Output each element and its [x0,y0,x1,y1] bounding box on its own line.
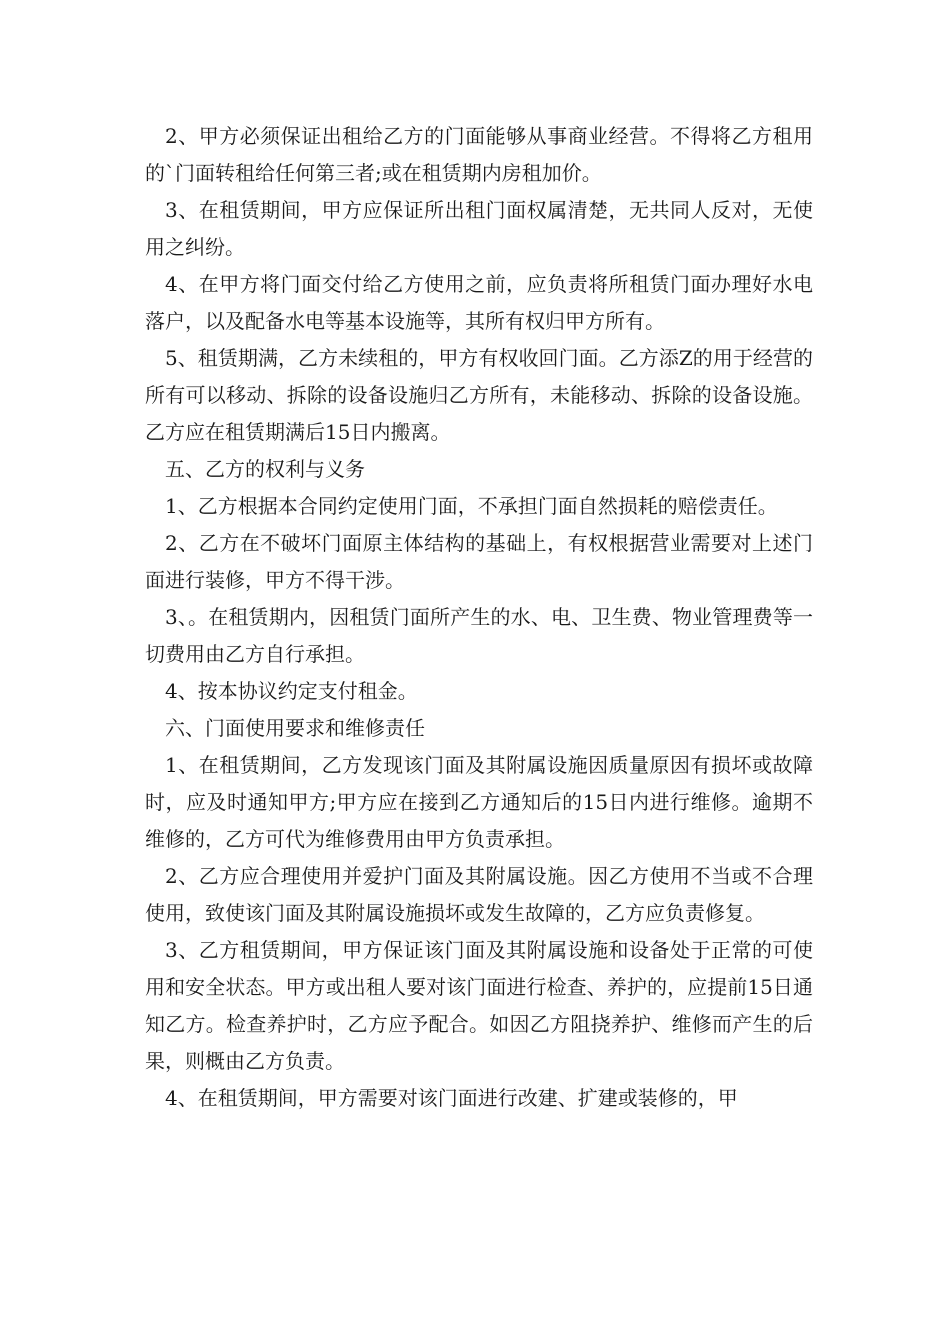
clause-paragraph: 3、在租赁期间，甲方应保证所出租门面权属清楚，无共同人反对，无使用之纠纷。 [145,198,813,259]
clause-paragraph: 2、乙方在不破坏门面原主体结构的基础上，有权根据营业需要对上述门面进行装修，甲方不得干涉。 [145,531,813,592]
document-body [145,118,813,1117]
clause-paragraph: 4、在甲方将门面交付给乙方使用之前，应负责将所租赁门面办理好水电落户，以及配备水电等基本设施等，其所有权归甲方所有。 [145,272,813,333]
clause-paragraph: 5、租赁期满，乙方未续租的，甲方有权收回门面。乙方添Z的用于经营的所有可以移动、拆除的设备设施归乙方所有，未能移动、拆除的设备设施。乙方应在租赁期满后15日内搬离。 [145,346,813,444]
section-heading: 六、门面使用要求和维修责任 [165,716,425,740]
clause-paragraph: 4、按本协议约定支付租金。 [165,679,418,703]
section-heading: 五、乙方的权利与义务 [165,457,365,481]
clause-paragraph: 2、乙方应合理使用并爱护门面及其附属设施。因乙方使用不当或不合理使用，致使该门面及其附属设施损坏或发生故障的，乙方应负责修复。 [145,864,813,925]
clause-paragraph: 3、。在租赁期内，因租赁门面所产生的水、电、卫生费、物业管理费等一切费用由乙方自行承担。 [145,605,813,666]
clause-paragraph: 1、乙方根据本合同约定使用门面，不承担门面自然损耗的赔偿责任。 [165,494,778,518]
clause-paragraph: 4、在租赁期间，甲方需要对该门面进行改建、扩建或装修的，甲 [165,1086,738,1110]
clause-paragraph: 1、在租赁期间，乙方发现该门面及其附属设施因质量原因有损坏或故障时，应及时通知甲方;甲方应在接到乙方通知后的15日内进行维修。逾期不维修的，乙方可代为维修费用由甲方负责承担。 [145,753,813,851]
clause-paragraph: 2、甲方必须保证出租给乙方的门面能够从事商业经营。不得将乙方租用的`门面转租给任何第三者;或在租赁期内房租加价。 [145,124,813,185]
clause-paragraph: 3、乙方租赁期间，甲方保证该门面及其附属设施和设备处于正常的可使用和安全状态。甲方或出租人要对该门面进行检查、养护的，应提前15日通知乙方。检查养护时，乙方应予配合。如因乙方阻挠养护、维修而产生的后果，则概由乙方负责。 [145,938,813,1073]
